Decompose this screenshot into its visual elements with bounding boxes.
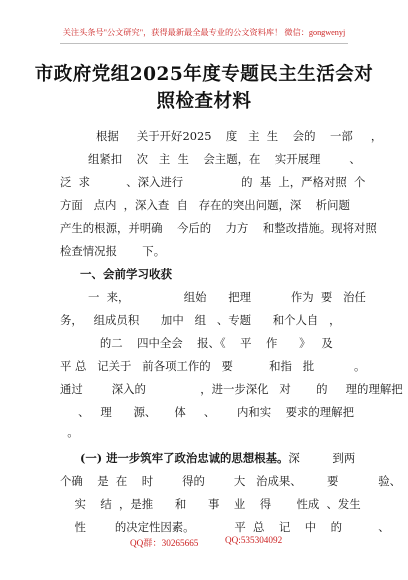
body-line: 。 [60,425,79,439]
body-line: 个确 是 在 时 得的 大 治成果、 要 验、 [60,474,402,488]
subsection-heading-tail: 深 到两 [288,451,356,465]
document-title-line-2: 照检查材料 [156,91,252,112]
body-line: 性 的决定性因素。 平 总 记 中 的 、 [60,520,390,534]
document-title-line-1: 市政府党组2025年度专题民主生活会对 [34,64,374,85]
header-banner: 关注头条号"公文研究"，获得最新最全最专业的公文资料库！ 微信：gongwenyj [62,28,346,37]
footer-qq-group: QQ群：30265665 [130,538,199,548]
subsection-heading: (一) 进一步筑牢了政治忠诚的思想根基。 [80,451,289,465]
body-line: 泛 求 、深入进行 的 基 上，严格对照 个 [60,175,366,189]
body-line: 、 理 源、 体 、 内和实 要求的理解把 [60,405,354,419]
body-line: 务， 组成员积 加中 组 、专题 和个人自 ， [60,313,341,327]
body-line: 通过 深入的 ，进一步深化 对 的 理的理解把 [60,382,403,396]
body-line: 一 来， 组始 把理 作为 要 治任 [88,290,366,304]
body-line: 组紧扣 次 主 生 会主题，在 实开展理 、 [88,152,361,166]
subsection-heading-row [80,451,355,465]
body-line: 根据 关于开好2025 度 主 生 会的 一部 ， [96,129,383,143]
body-line: 方面 点内 ，深入查 自 存在的突出问题，深 析问题 [60,198,350,212]
body-line: 平 总 记关于 前各项工作的 要 和指 批 。 [60,359,366,373]
body-line: 产生的根源，并明确 今后的 力方 和整改措施。现将对照 [60,221,377,235]
footer-qq: QQ:535304092 [225,535,283,545]
body-line: 实 结 ，是推 和 事 业 得 性成 、发生 [60,497,361,511]
body-line: 检查情况报 下。 [60,244,166,258]
body-line: 的二 四中全会 报、《 平 作 》 及 [60,336,333,350]
header-divider [60,43,348,44]
section-heading: 一、会前学习收获 [80,267,172,281]
